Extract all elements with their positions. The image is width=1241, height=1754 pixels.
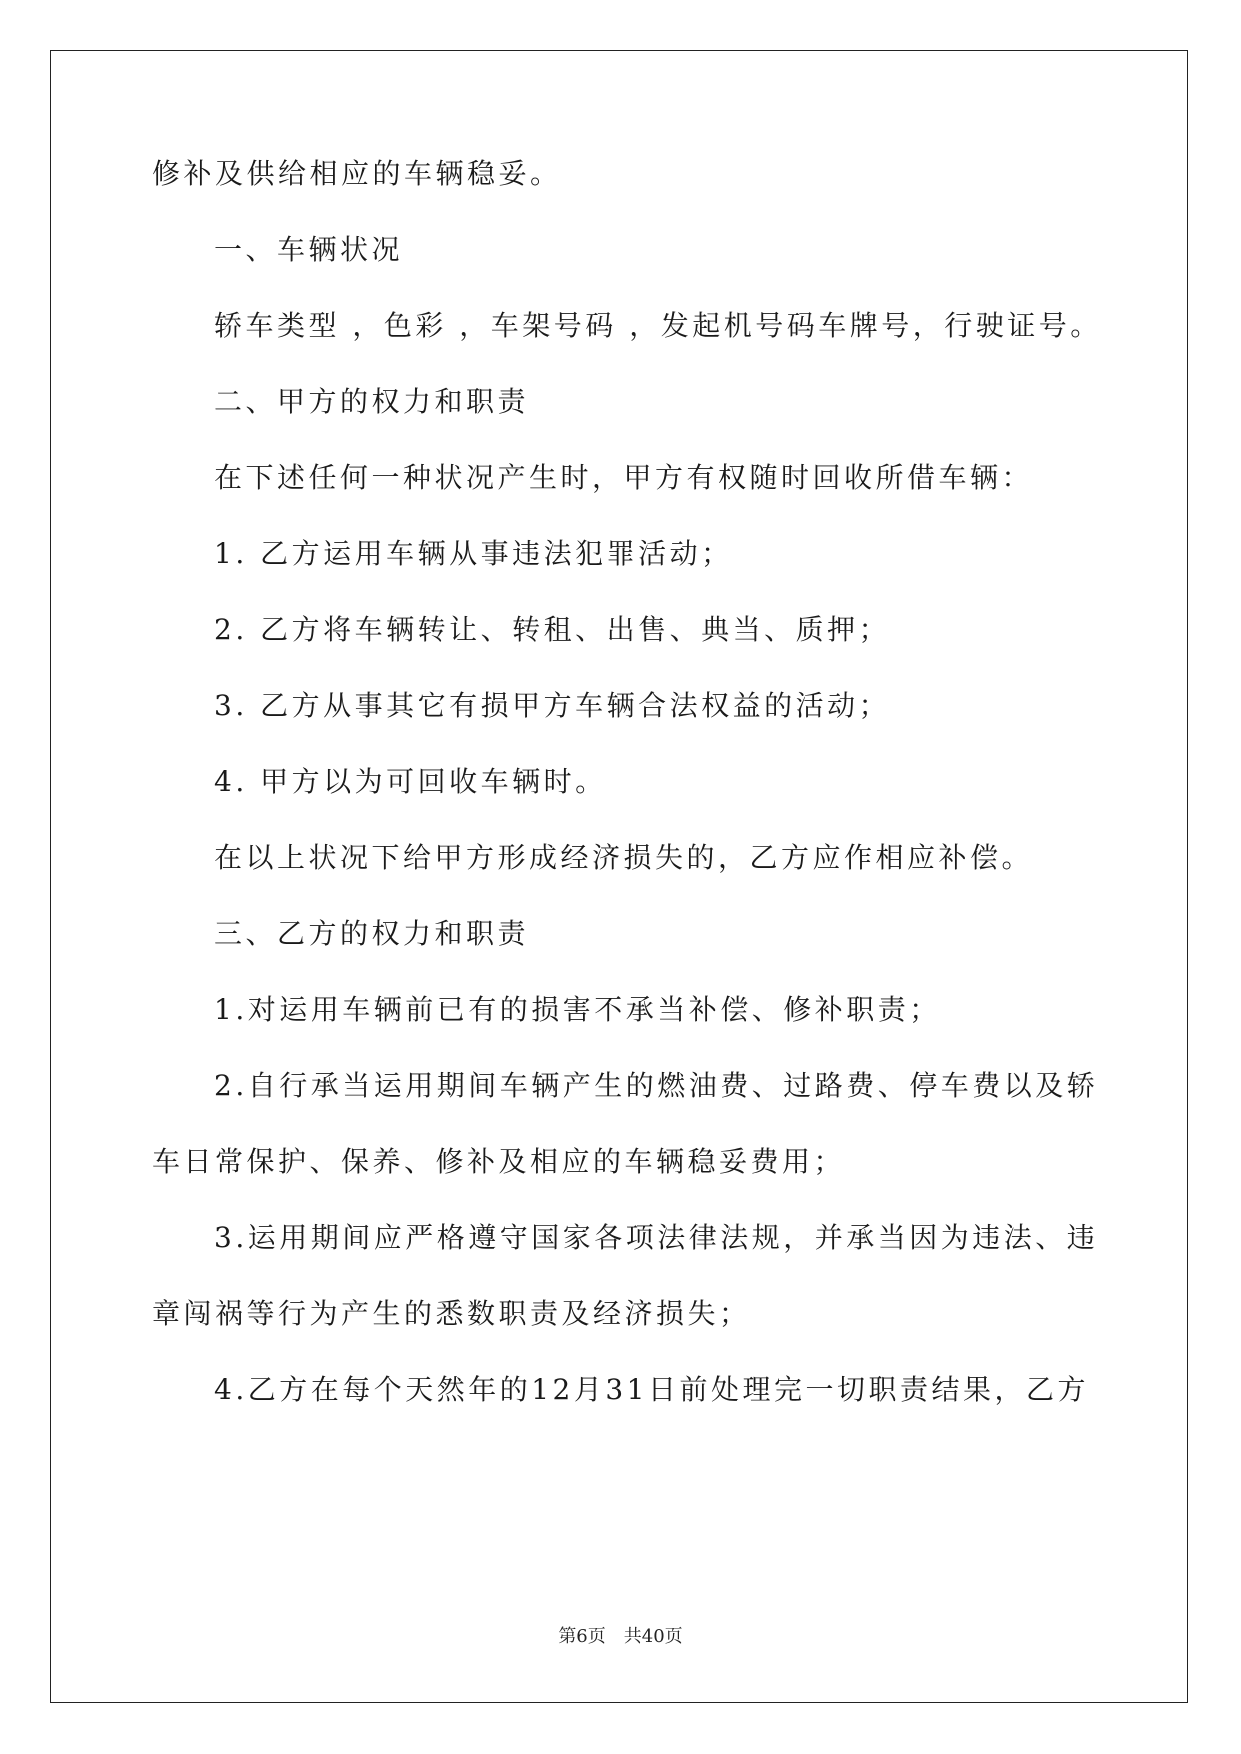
- section-heading: 三、乙方的权力和职责: [214, 917, 530, 950]
- list-item: 1. 乙方运用车辆从事违法犯罪活动；: [214, 537, 733, 570]
- list-item: 3.运用期间应严格遵守国家各项法律法规，并承当因为违法、违: [214, 1221, 1099, 1254]
- text-line: 章闯祸等行为产生的悉数职责及经济损失；: [152, 1297, 751, 1330]
- list-item: 4.乙方在每个天然年的12月31日前处理完一切职责结果，乙方: [214, 1373, 1089, 1406]
- section-heading: 一、车辆状况: [214, 233, 404, 266]
- text-line: 修补及供给相应的车辆稳妥。: [152, 157, 562, 190]
- text-line: 在下述任何一种状况产生时，甲方有权随时回收所借车辆：: [214, 461, 1034, 494]
- page-number-footer: 第6页 共40页: [558, 1626, 683, 1647]
- list-item: 1.对运用车辆前已有的损害不承当补偿、修补职责；: [214, 993, 941, 1026]
- list-item: 3. 乙方从事其它有损甲方车辆合法权益的活动；: [214, 689, 891, 722]
- text-line: 在以上状况下给甲方形成经济损失的，乙方应作相应补偿。: [214, 841, 1034, 874]
- section-heading: 二、甲方的权力和职责: [214, 385, 530, 418]
- document-body: [152, 157, 1102, 1452]
- list-item: 2. 乙方将车辆转让、转租、出售、典当、质押；: [214, 613, 891, 646]
- text-line: 车日常保护、保养、修补及相应的车辆稳妥费用；: [152, 1145, 846, 1178]
- list-item: 2.自行承当运用期间车辆产生的燃油费、过路费、停车费以及轿: [214, 1069, 1099, 1102]
- list-item: 4. 甲方以为可回收车辆时。: [214, 765, 607, 798]
- text-line: 轿车类型 ，色彩 ，车架号码 ，发起机号码车牌号，行驶证号。: [214, 309, 1102, 342]
